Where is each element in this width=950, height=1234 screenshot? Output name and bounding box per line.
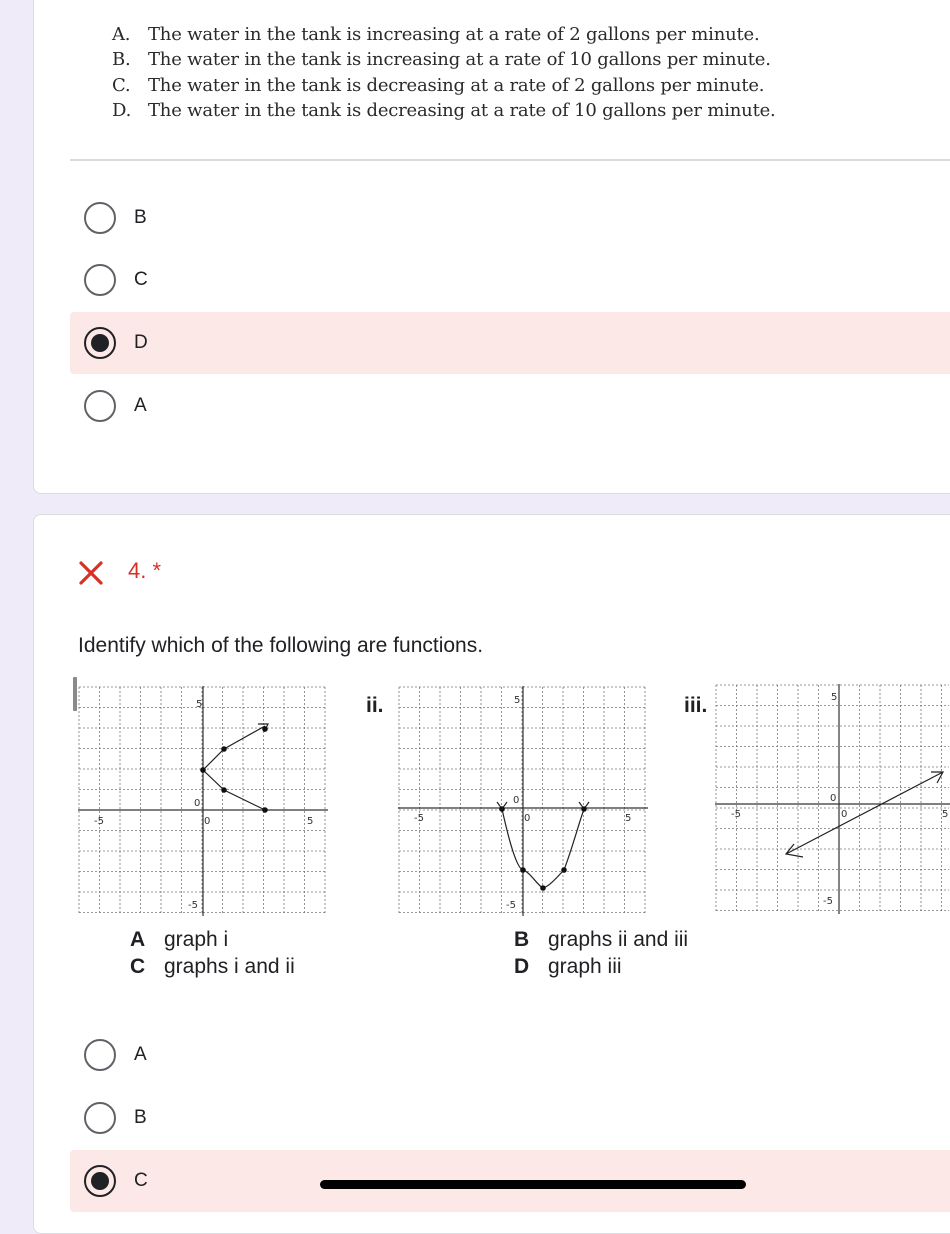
option-label: B [134,1107,147,1128]
graph-point [499,806,505,812]
radio-button[interactable] [84,202,116,234]
graph-ii [398,686,648,916]
q4-option-b[interactable] [70,1087,950,1149]
tick-label: -5 [94,816,104,827]
q3-divider [70,159,950,161]
graph-ii-label: ii. [366,694,384,717]
q4-choice-d: D graph iii [514,955,622,978]
origin-label: 0 [524,813,531,824]
q4-option-a[interactable] [70,1024,950,1086]
radio-button[interactable] [84,1102,116,1134]
tick-label: 5 [307,816,314,827]
origin-label: 0 [830,793,837,804]
origin-label: 0 [204,816,211,827]
tick-label: 5 [942,809,949,820]
radio-button[interactable] [84,390,116,422]
q3-option-b[interactable] [70,187,950,249]
q3-choice: B. The water in the tank is increasing at a rate of 10 gallons per minute. [112,49,771,71]
question-text: Identify which of the following are functions. [78,634,484,657]
graph-point [262,726,268,732]
q4-choice-c: C graphs i and ii [130,955,295,978]
graph-point [520,867,526,873]
q4-choice-a: A graph i [130,928,229,951]
graph-iii [715,684,950,914]
q4-choice-b: B graphs ii and iii [514,928,689,951]
graph-point [581,806,587,812]
origin-label: 0 [513,795,520,806]
radio-button[interactable] [84,1039,116,1071]
home-indicator [320,1180,746,1189]
text-cursor [73,677,77,711]
tick-label: 5 [196,699,203,710]
graph-i [78,686,328,916]
origin-label: 0 [194,798,201,809]
tick-label: 5 [625,813,632,824]
tick-label: -5 [414,813,424,824]
option-label: B [134,207,147,228]
option-label: A [134,395,147,416]
q3-answer-choices [112,22,776,123]
option-label: A [134,1044,147,1065]
graph-i-curve [203,724,268,810]
q3-option-a[interactable] [70,375,950,437]
tick-label: 5 [831,692,838,703]
graph-point [540,885,546,891]
graph-ii-curve [497,802,589,888]
tick-label: -5 [188,900,198,911]
tick-label: -5 [823,896,833,907]
graph-iii-line [786,772,943,857]
tick-label: 5 [514,695,521,706]
q3-choice: C. The water in the tank is decreasing at a rate of 2 gallons per minute. [112,74,765,96]
q3-option-c[interactable] [70,249,950,311]
required-asterisk: * [152,558,162,583]
option-label: C [134,1170,148,1191]
option-label: C [134,269,148,290]
q3-option-d[interactable] [70,312,950,374]
question-number-text: 4. [128,558,147,583]
origin-label: 0 [841,809,848,820]
tick-label: -5 [731,809,741,820]
q3-choice: D. The water in the tank is decreasing at a rate of 10 gallons per minute. [112,99,776,121]
radio-button-selected[interactable] [84,327,116,359]
q3-choice: A. The water in the tank is increasing at a rate of 2 gallons per minute. [112,24,760,45]
close-icon [78,560,104,586]
tick-label: -5 [506,900,516,911]
option-label: D [134,332,148,353]
graph-point [221,787,227,793]
graph-point [561,867,567,873]
graph-point [200,767,206,773]
radio-button[interactable] [84,264,116,296]
question-number [128,558,161,584]
radio-button-selected[interactable] [84,1165,116,1197]
graph-point [262,807,268,813]
graph-point [221,746,227,752]
graph-iii-label: iii. [684,694,708,717]
